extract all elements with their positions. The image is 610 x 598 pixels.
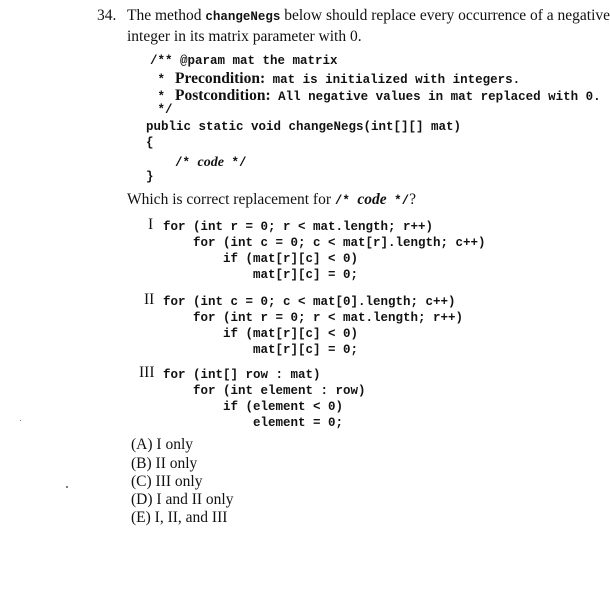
question-number: 34.	[97, 7, 117, 24]
roman-numeral: II	[144, 291, 155, 308]
doc-comment-line4: */	[150, 103, 173, 117]
code-line: for (int r = 0; r < mat.length; r++)	[163, 311, 464, 325]
stem-method-name: changeNegs	[205, 10, 281, 24]
code-line: mat[r][c] = 0;	[163, 268, 359, 282]
question-stem-line1	[127, 7, 610, 25]
code-line: for (int c = 0; c < mat[0].length; c++)	[163, 295, 456, 309]
answer-choice-b[interactable]: (B) II only	[131, 455, 198, 472]
roman-numeral: I	[148, 216, 154, 233]
precondition-label: Precondition:	[175, 70, 266, 87]
code-line: element = 0;	[163, 416, 344, 430]
code-line: for (int r = 0; r < mat.length; r++)	[163, 220, 434, 234]
question-stem-line2: integer in its matrix parameter with 0.	[127, 28, 362, 45]
prompt-line: Which is correct replacement for /* code */?	[127, 191, 417, 208]
scan-speck	[20, 420, 21, 421]
code-line: for (int[] row : mat)	[163, 368, 321, 382]
postcondition-label: Postcondition:	[175, 87, 271, 104]
code-line: if (element < 0)	[163, 400, 344, 414]
code-line: for (int c = 0; c < mat[r].length; c++)	[163, 236, 486, 250]
doc-comment-line1: /** @param mat the matrix	[150, 54, 338, 68]
stem-text-pre: The method	[127, 7, 206, 24]
code-line: if (mat[r][c] < 0)	[163, 252, 359, 266]
code-line: if (mat[r][c] < 0)	[163, 327, 359, 341]
doc-comment-line2: * Precondition: mat is initialized with integers.	[150, 70, 521, 87]
answer-choice-e[interactable]: (E) I, II, and III	[131, 509, 228, 526]
code-line: mat[r][c] = 0;	[163, 343, 359, 357]
open-brace: {	[146, 136, 154, 150]
code-line: for (int element : row)	[163, 384, 366, 398]
method-signature: public static void changeNegs(int[][] mat)	[146, 120, 462, 134]
answer-choice-a[interactable]: (A) I only	[131, 436, 193, 453]
roman-numeral: III	[139, 364, 155, 381]
scan-speck	[66, 486, 68, 488]
answer-choice-d[interactable]: (D) I and II only	[131, 491, 234, 508]
answer-choice-c[interactable]: (C) III only	[131, 473, 203, 490]
close-brace: }	[146, 170, 154, 184]
code-placeholder: /* code */	[175, 155, 247, 170]
stem-text-post: below should replace every occurrence of a negative	[280, 7, 610, 24]
doc-comment-line3: * Postcondition: All negative values in mat replaced with 0.	[150, 87, 601, 104]
